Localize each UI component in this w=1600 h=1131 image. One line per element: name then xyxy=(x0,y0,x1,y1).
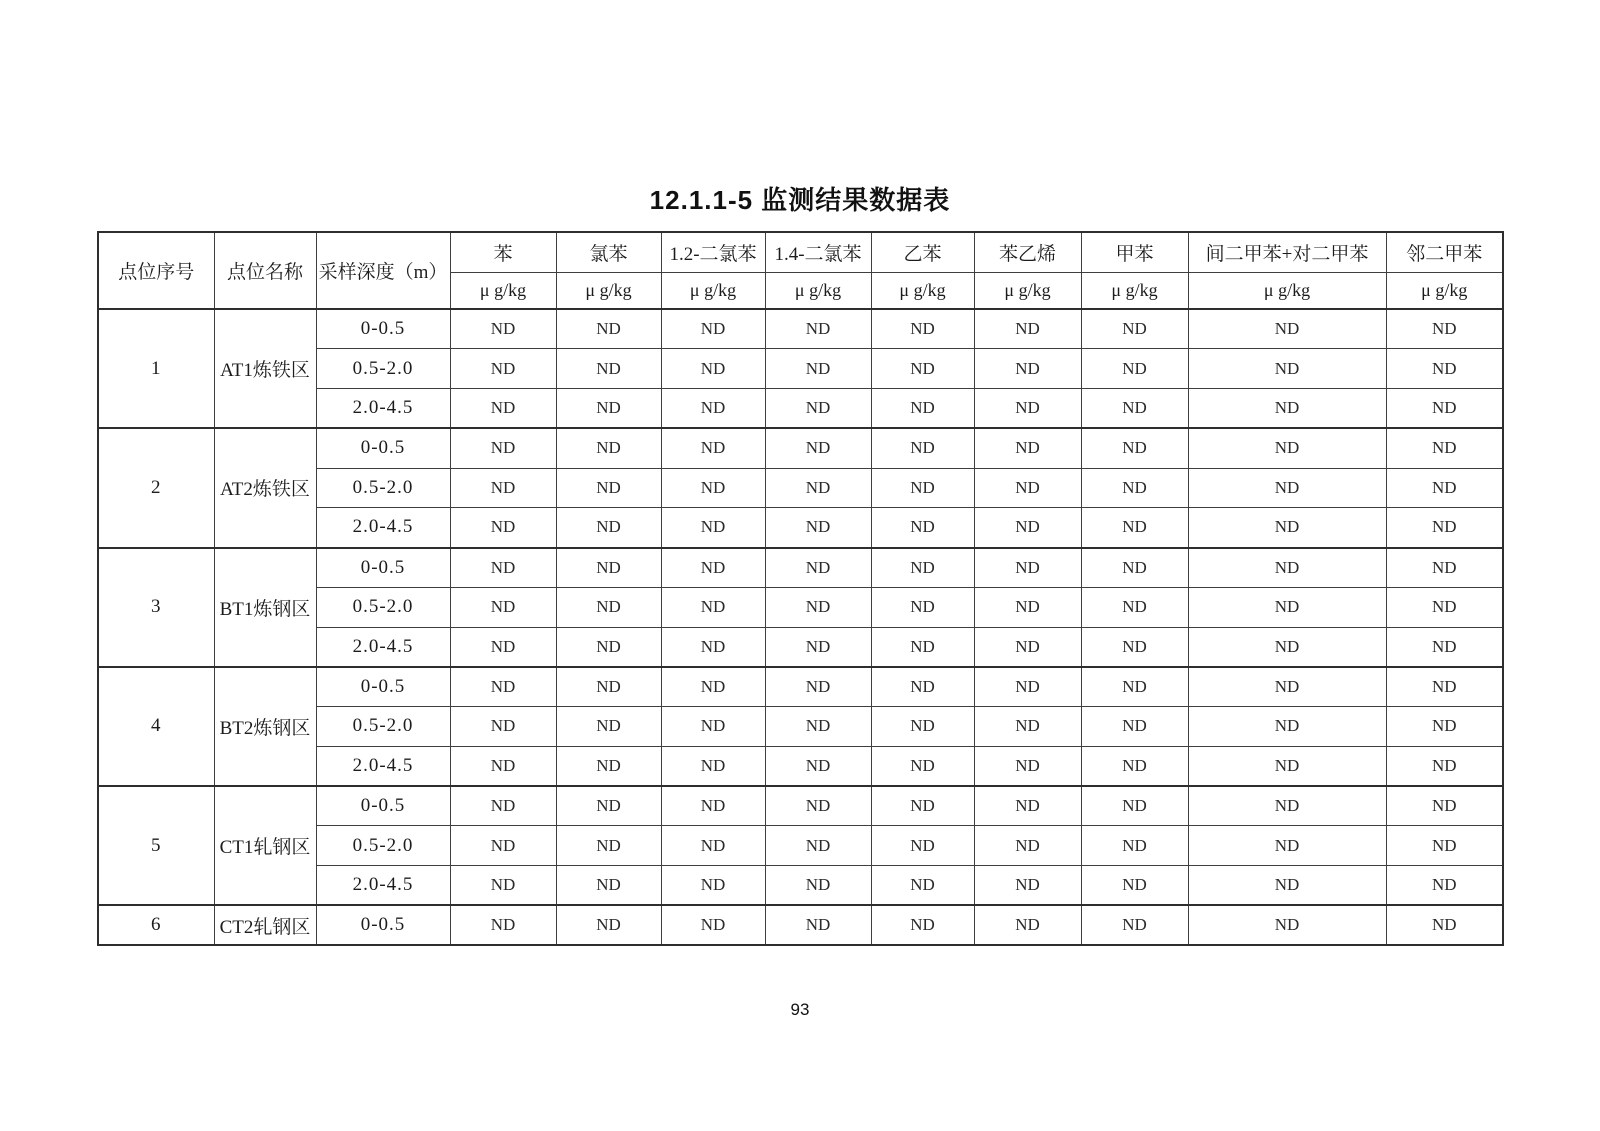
value-cell: ND xyxy=(556,309,661,349)
table-row xyxy=(98,548,1503,588)
value-cell: ND xyxy=(450,786,556,826)
value-cell: ND xyxy=(1081,905,1188,945)
value-cell: ND xyxy=(974,309,1081,349)
value-cell: ND xyxy=(661,587,765,627)
value-cell: ND xyxy=(1188,627,1386,667)
header-point-name: 点位名称 xyxy=(214,232,316,309)
table-body xyxy=(98,309,1503,945)
value-cell: ND xyxy=(1188,667,1386,707)
value-cell: ND xyxy=(765,627,871,667)
header-chemical: 苯乙烯 xyxy=(974,232,1081,272)
value-cell: ND xyxy=(661,707,765,747)
table-row xyxy=(98,667,1503,707)
value-cell: ND xyxy=(765,826,871,866)
table-row xyxy=(98,428,1503,468)
value-cell: ND xyxy=(1188,309,1386,349)
value-cell: ND xyxy=(556,786,661,826)
value-cell: ND xyxy=(871,468,974,508)
value-cell: ND xyxy=(450,309,556,349)
depth-cell: 0-0.5 xyxy=(316,667,450,707)
header-unit: μ g/kg xyxy=(1081,272,1188,309)
depth-cell: 0-0.5 xyxy=(316,786,450,826)
value-cell: ND xyxy=(1081,627,1188,667)
value-cell: ND xyxy=(871,826,974,866)
value-cell: ND xyxy=(661,905,765,945)
value-cell: ND xyxy=(974,548,1081,588)
value-cell: ND xyxy=(450,746,556,786)
value-cell: ND xyxy=(974,468,1081,508)
value-cell: ND xyxy=(1386,587,1503,627)
value-cell: ND xyxy=(765,428,871,468)
value-cell: ND xyxy=(556,587,661,627)
value-cell: ND xyxy=(974,866,1081,906)
point-name-cell: BT1炼钢区 xyxy=(214,548,316,667)
value-cell: ND xyxy=(1188,707,1386,747)
value-cell: ND xyxy=(1386,349,1503,389)
value-cell: ND xyxy=(765,746,871,786)
value-cell: ND xyxy=(1081,428,1188,468)
value-cell: ND xyxy=(450,548,556,588)
value-cell: ND xyxy=(974,627,1081,667)
value-cell: ND xyxy=(661,866,765,906)
point-no-cell: 5 xyxy=(98,786,214,905)
value-cell: ND xyxy=(1188,746,1386,786)
value-cell: ND xyxy=(1386,746,1503,786)
value-cell: ND xyxy=(871,428,974,468)
depth-cell: 0.5-2.0 xyxy=(316,707,450,747)
value-cell: ND xyxy=(871,707,974,747)
value-cell: ND xyxy=(765,349,871,389)
monitoring-results-table-container xyxy=(97,231,1504,946)
point-name-cell: AT2炼铁区 xyxy=(214,428,316,547)
value-cell: ND xyxy=(974,587,1081,627)
value-cell: ND xyxy=(765,309,871,349)
value-cell: ND xyxy=(556,826,661,866)
value-cell: ND xyxy=(556,508,661,548)
value-cell: ND xyxy=(1081,826,1188,866)
value-cell: ND xyxy=(661,309,765,349)
depth-cell: 2.0-4.5 xyxy=(316,627,450,667)
value-cell: ND xyxy=(1188,468,1386,508)
value-cell: ND xyxy=(1386,468,1503,508)
value-cell: ND xyxy=(974,428,1081,468)
depth-cell: 0.5-2.0 xyxy=(316,468,450,508)
value-cell: ND xyxy=(1386,905,1503,945)
value-cell: ND xyxy=(871,548,974,588)
value-cell: ND xyxy=(661,548,765,588)
depth-cell: 0.5-2.0 xyxy=(316,349,450,389)
value-cell: ND xyxy=(1081,548,1188,588)
header-unit: μ g/kg xyxy=(871,272,974,309)
value-cell: ND xyxy=(765,786,871,826)
depth-cell: 0.5-2.0 xyxy=(316,826,450,866)
value-cell: ND xyxy=(1188,786,1386,826)
value-cell: ND xyxy=(661,826,765,866)
value-cell: ND xyxy=(450,707,556,747)
header-chemical: 氯苯 xyxy=(556,232,661,272)
header-unit: μ g/kg xyxy=(974,272,1081,309)
header-chemical: 1.4-二氯苯 xyxy=(765,232,871,272)
value-cell: ND xyxy=(974,905,1081,945)
value-cell: ND xyxy=(1081,309,1188,349)
value-cell: ND xyxy=(871,349,974,389)
header-chemical: 1.2-二氯苯 xyxy=(661,232,765,272)
value-cell: ND xyxy=(1386,389,1503,429)
point-name-cell: BT2炼钢区 xyxy=(214,667,316,786)
header-chemical: 苯 xyxy=(450,232,556,272)
value-cell: ND xyxy=(1081,508,1188,548)
value-cell: ND xyxy=(1386,707,1503,747)
value-cell: ND xyxy=(450,627,556,667)
header-chemical: 甲苯 xyxy=(1081,232,1188,272)
value-cell: ND xyxy=(1081,866,1188,906)
value-cell: ND xyxy=(1188,866,1386,906)
header-point-no: 点位序号 xyxy=(98,232,214,309)
value-cell: ND xyxy=(450,905,556,945)
value-cell: ND xyxy=(765,508,871,548)
value-cell: ND xyxy=(1386,548,1503,588)
value-cell: ND xyxy=(1081,746,1188,786)
header-chemical: 邻二甲苯 xyxy=(1386,232,1503,272)
value-cell: ND xyxy=(556,389,661,429)
value-cell: ND xyxy=(450,587,556,627)
depth-cell: 0-0.5 xyxy=(316,428,450,468)
table-row xyxy=(98,786,1503,826)
point-no-cell: 3 xyxy=(98,548,214,667)
value-cell: ND xyxy=(1188,826,1386,866)
value-cell: ND xyxy=(871,905,974,945)
header-chemical: 乙苯 xyxy=(871,232,974,272)
value-cell: ND xyxy=(450,866,556,906)
value-cell: ND xyxy=(765,587,871,627)
value-cell: ND xyxy=(1081,349,1188,389)
value-cell: ND xyxy=(450,349,556,389)
value-cell: ND xyxy=(661,508,765,548)
value-cell: ND xyxy=(1188,508,1386,548)
value-cell: ND xyxy=(556,349,661,389)
value-cell: ND xyxy=(556,428,661,468)
value-cell: ND xyxy=(871,309,974,349)
value-cell: ND xyxy=(1081,667,1188,707)
point-no-cell: 4 xyxy=(98,667,214,786)
value-cell: ND xyxy=(1188,349,1386,389)
depth-cell: 2.0-4.5 xyxy=(316,389,450,429)
value-cell: ND xyxy=(1386,309,1503,349)
header-chemical: 间二甲苯+对二甲苯 xyxy=(1188,232,1386,272)
point-name-cell: CT2轧钢区 xyxy=(214,905,316,945)
value-cell: ND xyxy=(765,905,871,945)
header-unit: μ g/kg xyxy=(1386,272,1503,309)
value-cell: ND xyxy=(556,667,661,707)
value-cell: ND xyxy=(1386,627,1503,667)
value-cell: ND xyxy=(871,746,974,786)
table-row xyxy=(98,309,1503,349)
value-cell: ND xyxy=(556,627,661,667)
value-cell: ND xyxy=(765,548,871,588)
value-cell: ND xyxy=(765,707,871,747)
header-unit: μ g/kg xyxy=(450,272,556,309)
value-cell: ND xyxy=(871,389,974,429)
value-cell: ND xyxy=(556,866,661,906)
value-cell: ND xyxy=(1188,548,1386,588)
value-cell: ND xyxy=(765,468,871,508)
depth-cell: 2.0-4.5 xyxy=(316,508,450,548)
value-cell: ND xyxy=(974,349,1081,389)
value-cell: ND xyxy=(556,707,661,747)
value-cell: ND xyxy=(765,667,871,707)
header-unit: μ g/kg xyxy=(556,272,661,309)
value-cell: ND xyxy=(556,548,661,588)
value-cell: ND xyxy=(1386,428,1503,468)
value-cell: ND xyxy=(450,508,556,548)
value-cell: ND xyxy=(661,746,765,786)
value-cell: ND xyxy=(871,627,974,667)
value-cell: ND xyxy=(871,866,974,906)
value-cell: ND xyxy=(661,428,765,468)
depth-cell: 0-0.5 xyxy=(316,548,450,588)
header-depth: 采样深度（m） xyxy=(316,232,450,309)
value-cell: ND xyxy=(661,667,765,707)
value-cell: ND xyxy=(1386,667,1503,707)
value-cell: ND xyxy=(1386,826,1503,866)
point-no-cell: 6 xyxy=(98,905,214,945)
value-cell: ND xyxy=(974,746,1081,786)
header-unit: μ g/kg xyxy=(765,272,871,309)
value-cell: ND xyxy=(1386,508,1503,548)
value-cell: ND xyxy=(871,508,974,548)
value-cell: ND xyxy=(450,468,556,508)
value-cell: ND xyxy=(661,786,765,826)
depth-cell: 0.5-2.0 xyxy=(316,587,450,627)
value-cell: ND xyxy=(1081,707,1188,747)
value-cell: ND xyxy=(974,786,1081,826)
value-cell: ND xyxy=(1081,587,1188,627)
value-cell: ND xyxy=(871,667,974,707)
value-cell: ND xyxy=(974,508,1081,548)
table-row xyxy=(98,905,1503,945)
depth-cell: 0-0.5 xyxy=(316,309,450,349)
header-unit: μ g/kg xyxy=(661,272,765,309)
depth-cell: 2.0-4.5 xyxy=(316,866,450,906)
value-cell: ND xyxy=(450,667,556,707)
point-name-cell: CT1轧钢区 xyxy=(214,786,316,905)
value-cell: ND xyxy=(556,905,661,945)
value-cell: ND xyxy=(974,389,1081,429)
value-cell: ND xyxy=(450,428,556,468)
table-header xyxy=(98,232,1503,309)
value-cell: ND xyxy=(556,746,661,786)
value-cell: ND xyxy=(1188,587,1386,627)
value-cell: ND xyxy=(1188,389,1386,429)
page-number: 93 xyxy=(790,1000,810,1019)
value-cell: ND xyxy=(556,468,661,508)
value-cell: ND xyxy=(1188,428,1386,468)
value-cell: ND xyxy=(450,826,556,866)
value-cell: ND xyxy=(1081,468,1188,508)
point-no-cell: 1 xyxy=(98,309,214,428)
value-cell: ND xyxy=(974,707,1081,747)
value-cell: ND xyxy=(661,389,765,429)
value-cell: ND xyxy=(1081,389,1188,429)
point-name-cell: AT1炼铁区 xyxy=(214,309,316,428)
value-cell: ND xyxy=(765,389,871,429)
depth-cell: 0-0.5 xyxy=(316,905,450,945)
value-cell: ND xyxy=(450,389,556,429)
page-title: 12.1.1-5 监测结果数据表 xyxy=(649,185,951,215)
value-cell: ND xyxy=(661,627,765,667)
monitoring-results-table xyxy=(97,231,1504,946)
value-cell: ND xyxy=(974,667,1081,707)
value-cell: ND xyxy=(1386,866,1503,906)
value-cell: ND xyxy=(661,349,765,389)
value-cell: ND xyxy=(871,786,974,826)
depth-cell: 2.0-4.5 xyxy=(316,746,450,786)
value-cell: ND xyxy=(974,826,1081,866)
value-cell: ND xyxy=(661,468,765,508)
value-cell: ND xyxy=(765,866,871,906)
header-unit: μ g/kg xyxy=(1188,272,1386,309)
value-cell: ND xyxy=(1188,905,1386,945)
value-cell: ND xyxy=(871,587,974,627)
value-cell: ND xyxy=(1386,786,1503,826)
value-cell: ND xyxy=(1081,786,1188,826)
point-no-cell: 2 xyxy=(98,428,214,547)
